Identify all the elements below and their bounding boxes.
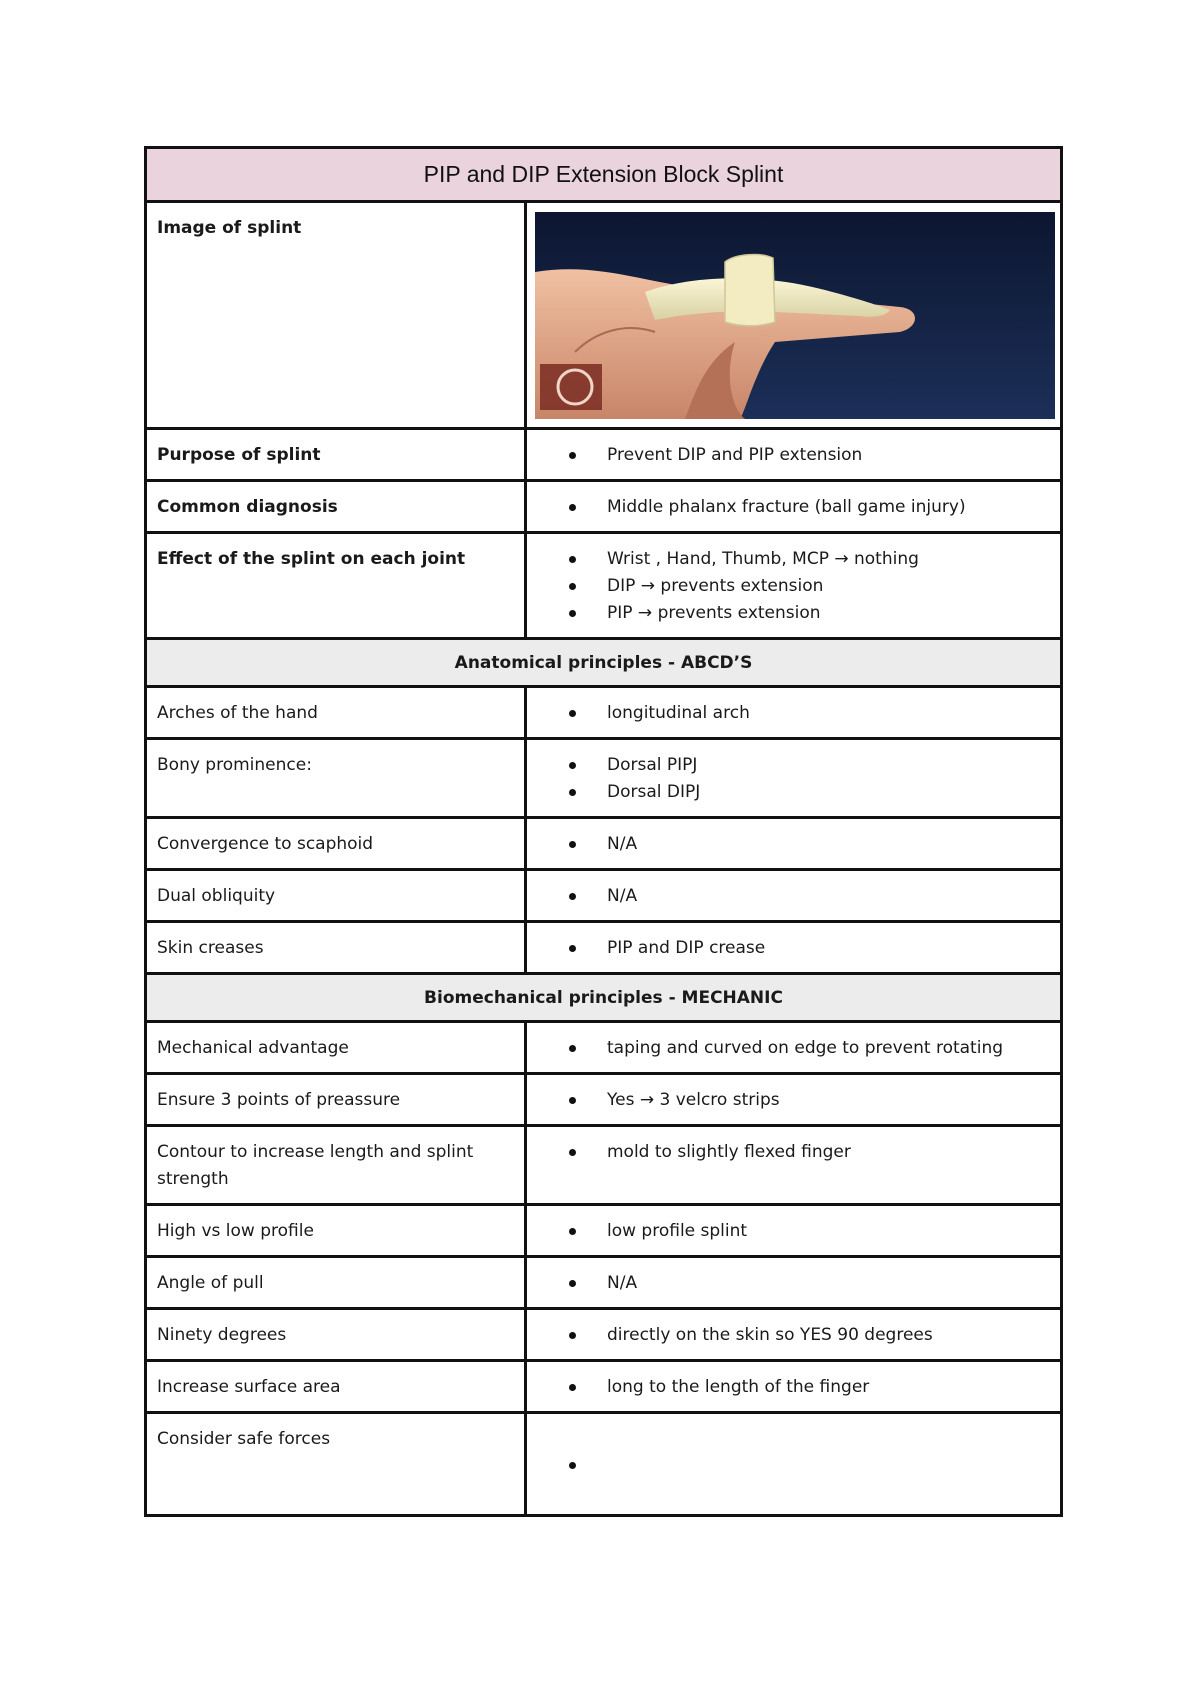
- label-cell: [146, 1074, 526, 1126]
- value-cell: [526, 1257, 1062, 1309]
- bullet-list: [527, 871, 1060, 920]
- table-row-convergence-to-scaphoid: [146, 818, 1062, 870]
- row-label: Bony prominence:: [157, 755, 312, 775]
- row-label: Contour to increase length and splint strength: [157, 1142, 474, 1189]
- bullet-item: N/A: [527, 831, 1050, 858]
- bullet-list: [527, 1258, 1060, 1307]
- image-label-cell: [146, 202, 526, 429]
- row-label: Arches of the hand: [157, 703, 318, 723]
- row-label: Mechanical advantage: [157, 1038, 349, 1058]
- bullet-item: longitudinal arch: [527, 700, 1050, 727]
- label-cell: [146, 429, 526, 481]
- table-row-common-diagnosis: [146, 481, 1062, 533]
- bullet-item: N/A: [527, 1270, 1050, 1297]
- value-cell: [526, 429, 1062, 481]
- table-row-angle-of-pull: [146, 1257, 1062, 1309]
- table-row-purpose-of-splint: [146, 429, 1062, 481]
- value-cell: [526, 687, 1062, 739]
- image-cell: [526, 202, 1062, 429]
- anatomical-section-row: [146, 639, 1062, 687]
- label-cell: [146, 1309, 526, 1361]
- bullet-item: Prevent DIP and PIP extension: [527, 442, 1050, 469]
- biomechanical-section-header: Biomechanical principles - MECHANIC: [146, 974, 1062, 1022]
- label-cell: [146, 1413, 526, 1516]
- row-label: Purpose of splint: [157, 445, 321, 465]
- row-label: Consider safe forces: [157, 1429, 331, 1449]
- label-cell: [146, 739, 526, 818]
- bullet-item: Dorsal PIPJ: [527, 752, 1050, 779]
- image-row: [146, 202, 1062, 429]
- value-cell: [526, 1126, 1062, 1205]
- value-cell: [526, 1022, 1062, 1074]
- bullet-list: [527, 1310, 1060, 1359]
- row-label: Convergence to scaphoid: [157, 834, 374, 854]
- value-cell: [526, 1361, 1062, 1413]
- label-cell: [146, 1126, 526, 1205]
- table-row-ninety-degrees: [146, 1309, 1062, 1361]
- value-cell: [526, 870, 1062, 922]
- label-cell: [146, 481, 526, 533]
- bullet-item: low profile splint: [527, 1218, 1050, 1245]
- anatomical-section-header: Anatomical principles - ABCD’S: [146, 639, 1062, 687]
- bullet-item: Wrist , Hand, Thumb, MCP → nothing: [527, 546, 1050, 573]
- finger-splint-photo: [535, 212, 1055, 419]
- label-cell: [146, 1022, 526, 1074]
- table-row-contour-to-increase-length-and-splint-strength: [146, 1126, 1062, 1205]
- bullet-list: [527, 1362, 1060, 1411]
- bullet-list: [527, 1414, 1060, 1489]
- table-row-arches-of-the-hand: [146, 687, 1062, 739]
- row-label: Ninety degrees: [157, 1325, 287, 1345]
- bullet-item: PIP and DIP crease: [527, 935, 1050, 962]
- label-cell: [146, 687, 526, 739]
- table-body: [146, 148, 1062, 1516]
- value-cell: [526, 1074, 1062, 1126]
- bullet-list: [527, 534, 1060, 637]
- bullet-item: mold to slightly flexed finger: [527, 1139, 1050, 1166]
- table-title: PIP and DIP Extension Block Splint: [146, 148, 1062, 202]
- bullet-list: [527, 1206, 1060, 1255]
- bullet-item: [527, 1452, 1050, 1479]
- table-row-skin-creases: [146, 922, 1062, 974]
- splint-strap: [725, 255, 775, 326]
- bullet-item: Yes → 3 velcro strips: [527, 1087, 1050, 1114]
- bullet-list: [527, 1023, 1060, 1072]
- row-label: Increase surface area: [157, 1377, 341, 1397]
- bullet-list: [527, 819, 1060, 868]
- row-label: Angle of pull: [157, 1273, 264, 1293]
- table-row-mechanical-advantage: [146, 1022, 1062, 1074]
- bullet-item: taping and curved on edge to prevent rotating: [527, 1035, 1050, 1062]
- splint-table: [144, 146, 1063, 1517]
- table-row-ensure-3-points-of-preassure: [146, 1074, 1062, 1126]
- value-cell: [526, 533, 1062, 639]
- label-cell: [146, 1361, 526, 1413]
- bullet-list: [527, 430, 1060, 479]
- bullet-list: [527, 923, 1060, 972]
- photo-frame: [527, 203, 1060, 427]
- row-label: High vs low profile: [157, 1221, 314, 1241]
- value-cell: [526, 1309, 1062, 1361]
- row-label: Common diagnosis: [157, 497, 338, 517]
- bullet-item: Dorsal DIPJ: [527, 779, 1050, 806]
- value-cell: [526, 922, 1062, 974]
- row-label: Dual obliquity: [157, 886, 276, 906]
- bullet-item: long to the length of the finger: [527, 1374, 1050, 1401]
- bullet-item: N/A: [527, 883, 1050, 910]
- table-row-effect-of-the-splint-on-each-joint: [146, 533, 1062, 639]
- bullet-item: DIP → prevents extension: [527, 573, 1050, 600]
- bullet-list: [527, 482, 1060, 531]
- value-cell: [526, 739, 1062, 818]
- bullet-item: PIP → prevents extension: [527, 600, 1050, 627]
- table-row-dual-obliquity: [146, 870, 1062, 922]
- bullet-list: [527, 688, 1060, 737]
- label-cell: [146, 1205, 526, 1257]
- table-row-increase-surface-area: [146, 1361, 1062, 1413]
- label-cell: [146, 818, 526, 870]
- row-label: Effect of the splint on each joint: [157, 549, 466, 569]
- table-row-consider-safe-forces: [146, 1413, 1062, 1516]
- bullet-list: [527, 740, 1060, 816]
- biomechanical-section-row: [146, 974, 1062, 1022]
- bullet-item: Middle phalanx fracture (ball game injury): [527, 494, 1050, 521]
- label-cell: [146, 922, 526, 974]
- table-row-bony-prominence: [146, 739, 1062, 818]
- row-label: Ensure 3 points of preassure: [157, 1090, 401, 1110]
- value-cell: [526, 1205, 1062, 1257]
- value-cell: [526, 481, 1062, 533]
- label-cell: [146, 533, 526, 639]
- image-label: Image of splint: [157, 218, 302, 238]
- table-row-high-vs-low-profile: [146, 1205, 1062, 1257]
- bullet-list: [527, 1075, 1060, 1124]
- title-row: [146, 148, 1062, 202]
- value-cell: [526, 818, 1062, 870]
- bullet-item: directly on the skin so YES 90 degrees: [527, 1322, 1050, 1349]
- label-cell: [146, 870, 526, 922]
- row-label: Skin creases: [157, 938, 264, 958]
- label-cell: [146, 1257, 526, 1309]
- bullet-list: [527, 1127, 1060, 1176]
- value-cell: [526, 1413, 1062, 1516]
